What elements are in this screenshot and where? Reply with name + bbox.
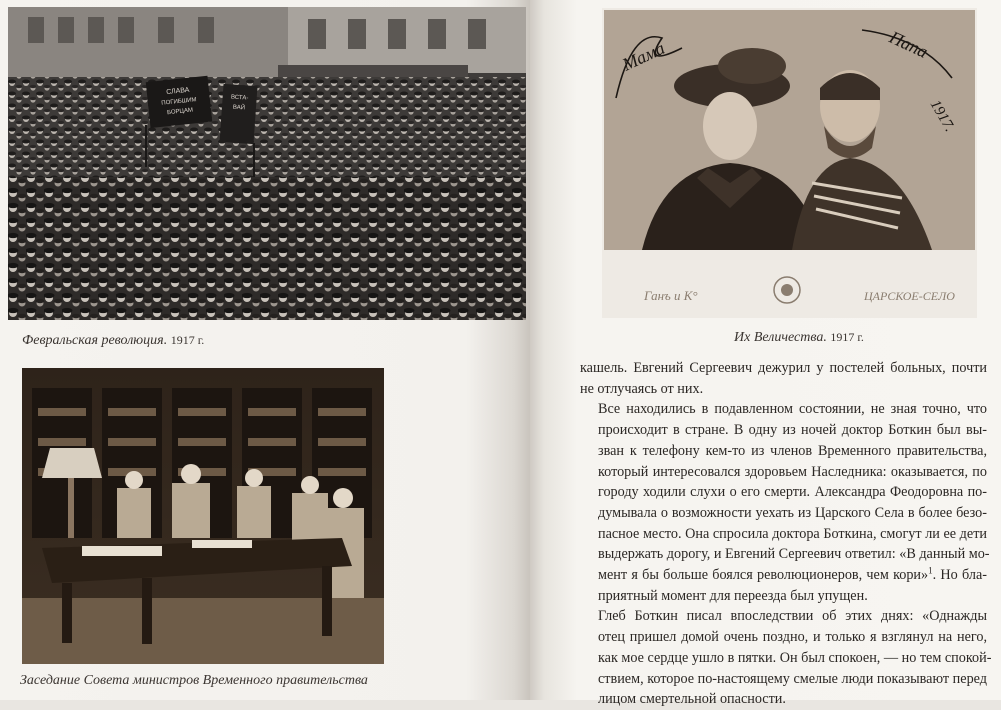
- council-caption-line1: Заседание Совета министров Временного правительства: [20, 673, 368, 688]
- text-line: зван к телефону кем-то из членов Временного правительства,: [598, 442, 987, 459]
- footnote-mark[interactable]: 1: [928, 565, 933, 576]
- studio-city: ЦАРСКОЕ-СЕЛО: [864, 289, 955, 303]
- text-line: не отлучаясь от них.: [580, 380, 704, 397]
- paragraph-2: [580, 399, 990, 606]
- text-line: который интересовался здоровьем Наследника: оказывается, по: [598, 463, 987, 480]
- text-line-tail: . Но бла-: [932, 567, 987, 584]
- text-line: городу ходили слухи о его смерти. Александра Феодоровна по-: [598, 484, 987, 501]
- studio-name: Ганъ и К°: [644, 288, 698, 303]
- caption-year: 1917 г.: [830, 330, 864, 344]
- text-line: кашель. Евгений Сергеевич дежурил у постелей больных, почти: [580, 360, 987, 376]
- text-line: выдержать дорогу, и Евгений Сергеевич ответил: «В данный мо-: [598, 546, 990, 563]
- signature-papa: Папа: [886, 26, 932, 62]
- paragraph-3: [580, 606, 992, 710]
- text-line: мент я бы больше боялся революционеров, чем кори»: [598, 567, 929, 584]
- handwritten-year: 1917.: [926, 97, 958, 135]
- text-line: ствием, которое по-настоящему смелые люди показывают перед: [598, 670, 987, 687]
- banner-left-text: СЛАВА: [165, 86, 190, 97]
- text-line: думывала о возможности уехать из Царского Села в более безо-: [598, 504, 987, 521]
- text-line: приятный момент для переезда был упущен.: [598, 587, 868, 604]
- february-revolution-caption: [22, 333, 204, 349]
- text-line: пасное место. Она спросила доктора Боткина, смогут ли ее дети: [598, 525, 987, 542]
- svg-text:БОРЦАМ: БОРЦАМ: [166, 107, 194, 117]
- text-line: лицом смертельной опасности.: [598, 691, 786, 708]
- text-line: отец пришел домой очень поздно, и только я взглянул на него,: [598, 629, 987, 646]
- signature-mama: Мама: [619, 37, 668, 75]
- text-line: Все находились в подавленном состоянии, не зная точно, что: [598, 401, 987, 418]
- banner-right-text: ВСТА-: [230, 94, 249, 102]
- text-line: как мое сердце ушло в пятки. Он был спокоен, — но тем спокой-: [598, 649, 992, 666]
- body-text: [580, 358, 992, 710]
- text-line: происходит в стране. В одну из ночей доктор Боткин был вы-: [598, 422, 987, 439]
- text-line-with-footnote: [580, 565, 987, 586]
- caption-title: Февральская революция.: [22, 333, 168, 348]
- svg-text:ВАЙ: ВАЙ: [232, 104, 246, 112]
- council-of-ministers-photo: [22, 368, 384, 664]
- text-line: Глеб Боткин писал впоследствии об этих днях: «Однажды: [598, 608, 987, 625]
- their-majesties-caption: [734, 330, 864, 346]
- caption-title: Их Величества.: [734, 330, 827, 345]
- paragraph-1: [580, 358, 987, 399]
- council-caption: [20, 672, 368, 689]
- caption-year: 1917 г.: [170, 333, 205, 347]
- their-majesties-photo: [602, 8, 977, 318]
- february-revolution-photo: [8, 7, 526, 320]
- svg-text:ПОГИБШИМ: ПОГИБШИМ: [161, 97, 197, 107]
